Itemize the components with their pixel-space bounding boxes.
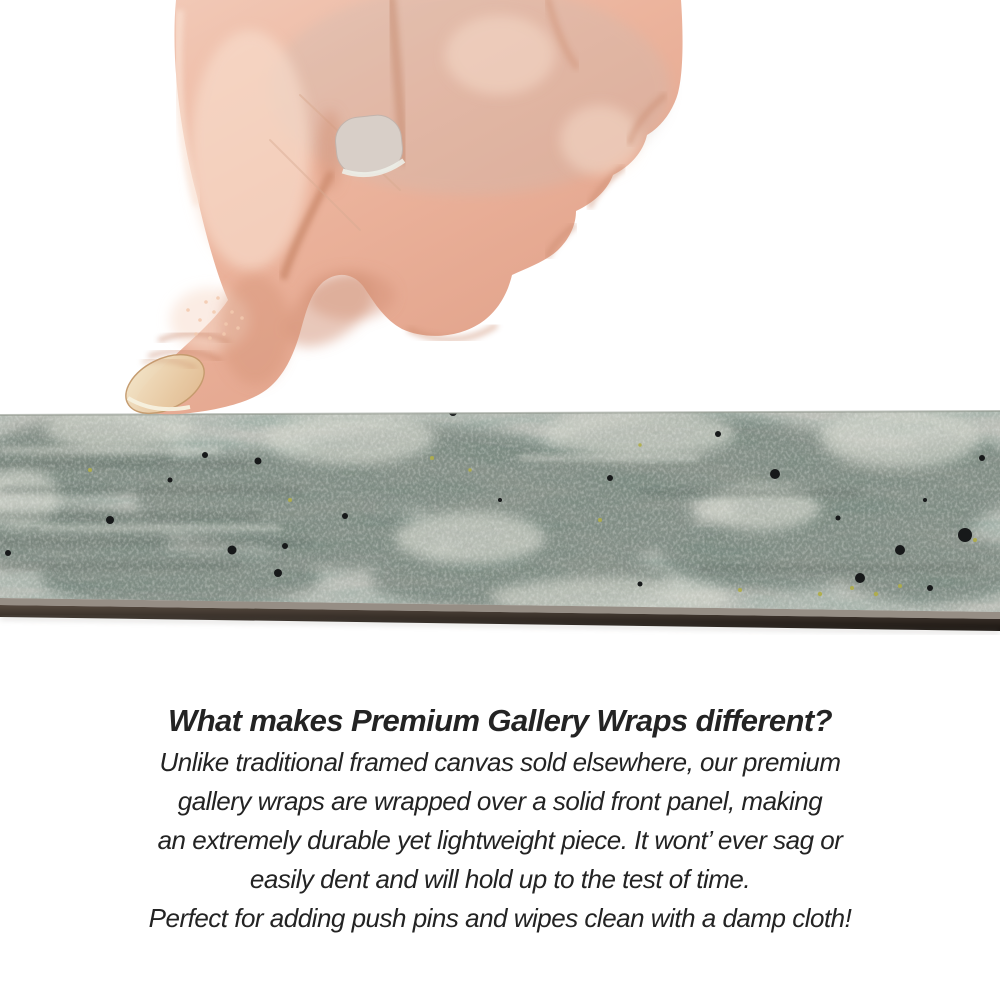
info-text-block — [0, 701, 1000, 938]
info-line-5: Perfect for adding push pins and wipes clean with a damp cloth! — [148, 903, 852, 933]
index-fingernail — [333, 113, 405, 178]
info-line-3: an extremely durable yet lightweight piece. It wont’ ever sag or — [157, 825, 843, 855]
info-line-4: easily dent and will hold up to the test of time. — [249, 864, 751, 894]
info-line-1: Unlike traditional framed canvas sold elsewhere, our premium — [159, 747, 841, 777]
canvas-edge-photo — [0, 398, 1000, 638]
info-title: What makes Premium Gallery Wraps different? — [168, 703, 832, 738]
hand-photo — [0, 0, 1000, 420]
info-line-2: gallery wraps are wrapped over a solid front panel, making — [177, 786, 823, 816]
canvas-texture — [0, 398, 1000, 620]
